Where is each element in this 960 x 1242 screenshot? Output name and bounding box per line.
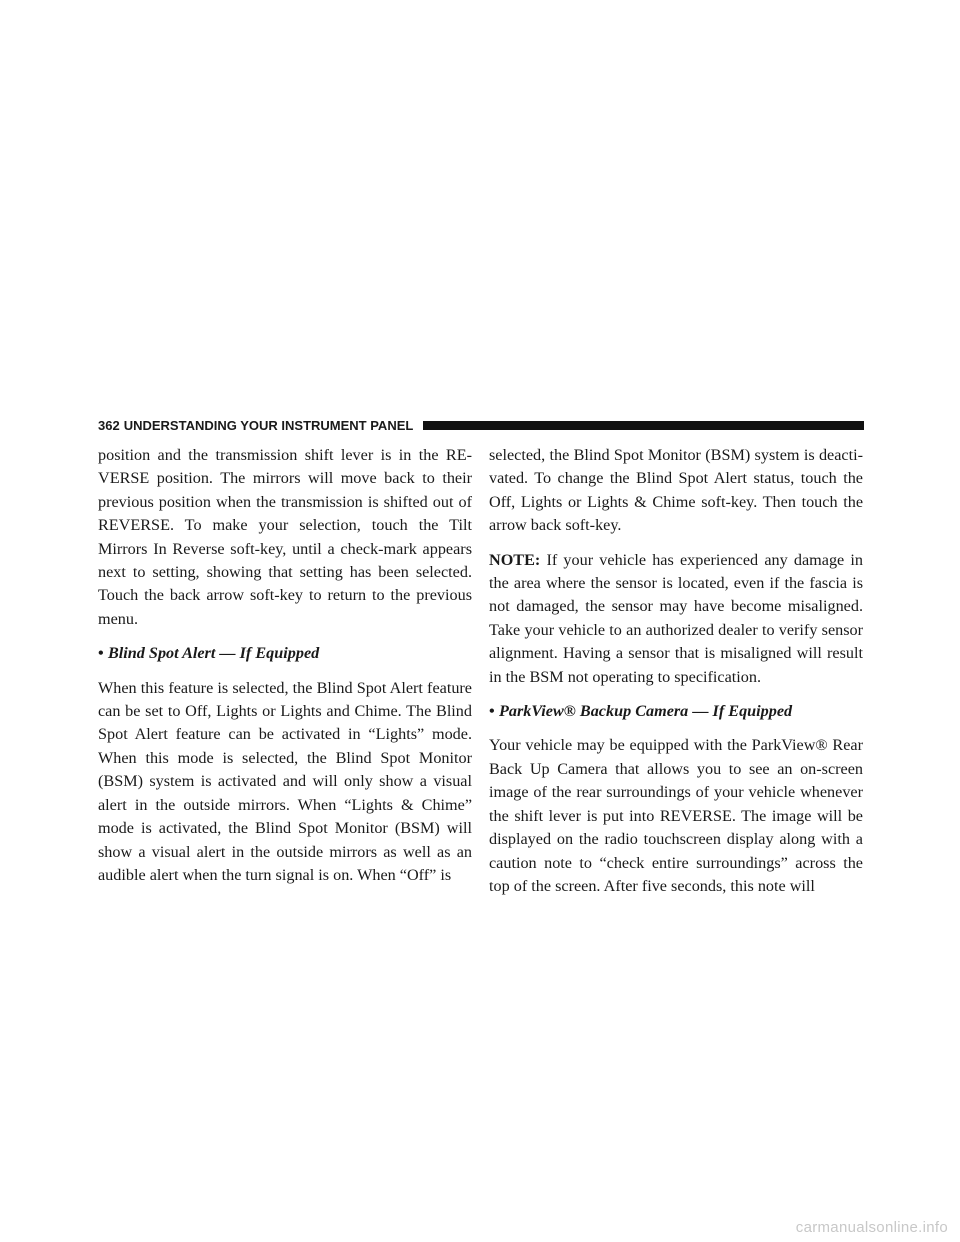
paragraph-bsm-deactivated: selected, the Blind Spot Monitor (BSM) system is deacti- vated. To change the Blind Spot Alert status, touch the Off, Lights or Lights & Chime soft-key. Then touch the arrow back soft-key.	[489, 446, 863, 535]
paragraph-blind-spot: When this feature is selected, the Blind Spot Alert feature can be set to Off, Lights or Lights and Chime. The Blind Spot Alert feature can be activated in “Lights” mode. When this mode is selected, the Blind Spot Monitor (BSM) system is activated and will only show a visual alert in the outside mirrors. When “Lights & Chime” mode is activated, the Blind Spot Monitor (BSM) will show a visual alert in the outside mirrors as well as an audible alert when the turn signal is on. When “Off” is	[98, 678, 472, 884]
bullet-icon: •	[98, 644, 104, 663]
bullet-heading-parkview	[489, 700, 863, 723]
paragraph-parkview: Your vehicle may be equipped with the ParkView® Rear Back Up Camera that allows you to see an on-screen image of the rear surroundings of your vehicle whenever the shift lever is put into REVERSE. The image will be displayed on the radio touchscreen display along with a caution note to “check entire surroundings” across the top of the screen. After five seconds, this note will	[489, 736, 863, 895]
page-header	[98, 416, 864, 434]
page-number: 362	[98, 417, 120, 433]
paragraph-tilt-mirrors: position and the transmission shift lever is in the RE- VERSE position. The mirrors will move back to their previous position when the transmission is shifted out of REVERSE. To make your selection, touch the Tilt Mirrors In Reverse soft-key, until a check-mark appears next to setting, showing that setting has been selected. Touch the back arrow soft-key to return to the previous menu.	[98, 446, 472, 628]
bullet-heading-blind-spot	[98, 642, 472, 665]
watermark: carmanualsonline.info	[795, 1219, 948, 1236]
section-title: UNDERSTANDING YOUR INSTRUMENT PANEL	[123, 417, 414, 433]
bullet-heading-text: Blind Spot Alert — If Equipped	[108, 644, 320, 663]
bullet-icon: •	[489, 702, 495, 721]
note-text: If your vehicle has experienced any damage in the area where the sensor is located, even if the fascia is not damaged, the sensor may have become misaligned. Take your vehicle to an authorized dealer to verify sensor alignment. Having a sensor that is misaligned will result in the BSM not operating to specification.	[489, 550, 863, 686]
note-label: NOTE:	[489, 550, 541, 569]
note-paragraph	[489, 549, 863, 689]
right-column	[489, 444, 863, 909]
left-column	[98, 444, 472, 898]
bullet-heading-text: ParkView® Backup Camera — If Equipped	[499, 702, 793, 721]
header-rule	[423, 421, 864, 430]
